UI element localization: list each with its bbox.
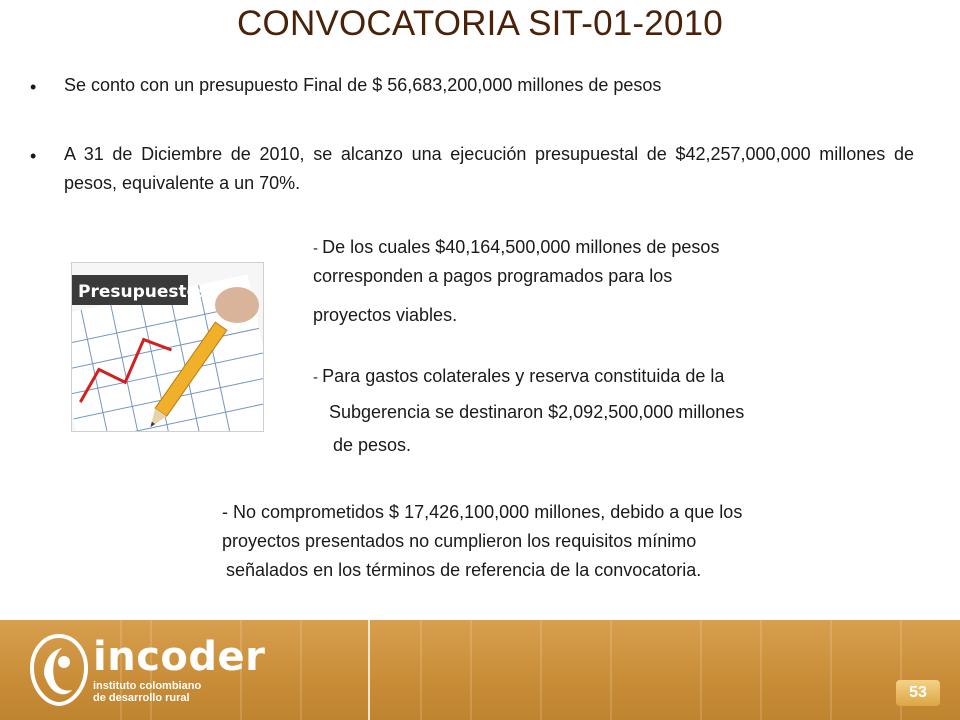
- presupuestos-image: [71, 262, 264, 432]
- detail-gastos-line2: Subgerencia se destinaron $2,092,500,000 millones: [329, 402, 745, 422]
- incoder-logo-text: incoder: [93, 634, 266, 680]
- logo-subtitle-line1: instituto colombiano: [93, 680, 202, 692]
- footer-divider: [368, 620, 370, 720]
- detail-pagos-line2: corresponden a pagos programados para los: [313, 266, 673, 286]
- detail-no-comprometidos-line3: señalados en los términos de referencia de la convocatoria.: [226, 560, 702, 580]
- incoder-logo-icon: [30, 634, 88, 706]
- bullet-text-budget: Se conto con un presupuesto Final de $ 56,683,200,000 millones de pesos: [64, 75, 662, 95]
- detail-pagos-line1: - De los cuales $40,164,500,000 millones de pesos: [313, 237, 720, 257]
- footer-band: [0, 620, 960, 720]
- presupuestos-label: Presupuestos: [78, 282, 209, 302]
- logo-subtitle-line2: de desarrollo rural: [93, 692, 190, 704]
- budget-chart-pencil-icon: [72, 263, 263, 431]
- detail-gastos-line3: de pesos.: [333, 435, 412, 455]
- slide-title: CONVOCATORIA SIT-01-2010: [237, 4, 723, 43]
- detail-pagos-line3: proyectos viables.: [313, 305, 458, 325]
- detail-no-comprometidos-line1: - No comprometidos $ 17,426,100,000 millones, debido a que los: [222, 502, 743, 522]
- bullet-text-execution: A 31 de Diciembre de 2010, se alcanzo una ejecución presupuestal de $42,257,000,000 millones de pesos, equivalente a un 70%.: [64, 144, 914, 193]
- bullet-marker: •: [30, 77, 37, 97]
- detail-no-comprometidos-line2: proyectos presentados no cumplieron los requisitos mínimo: [222, 531, 697, 551]
- page-number: 53: [896, 680, 940, 706]
- bullet-marker: •: [30, 146, 37, 166]
- detail-gastos-line1: - Para gastos colaterales y reserva constituida de la: [313, 366, 725, 386]
